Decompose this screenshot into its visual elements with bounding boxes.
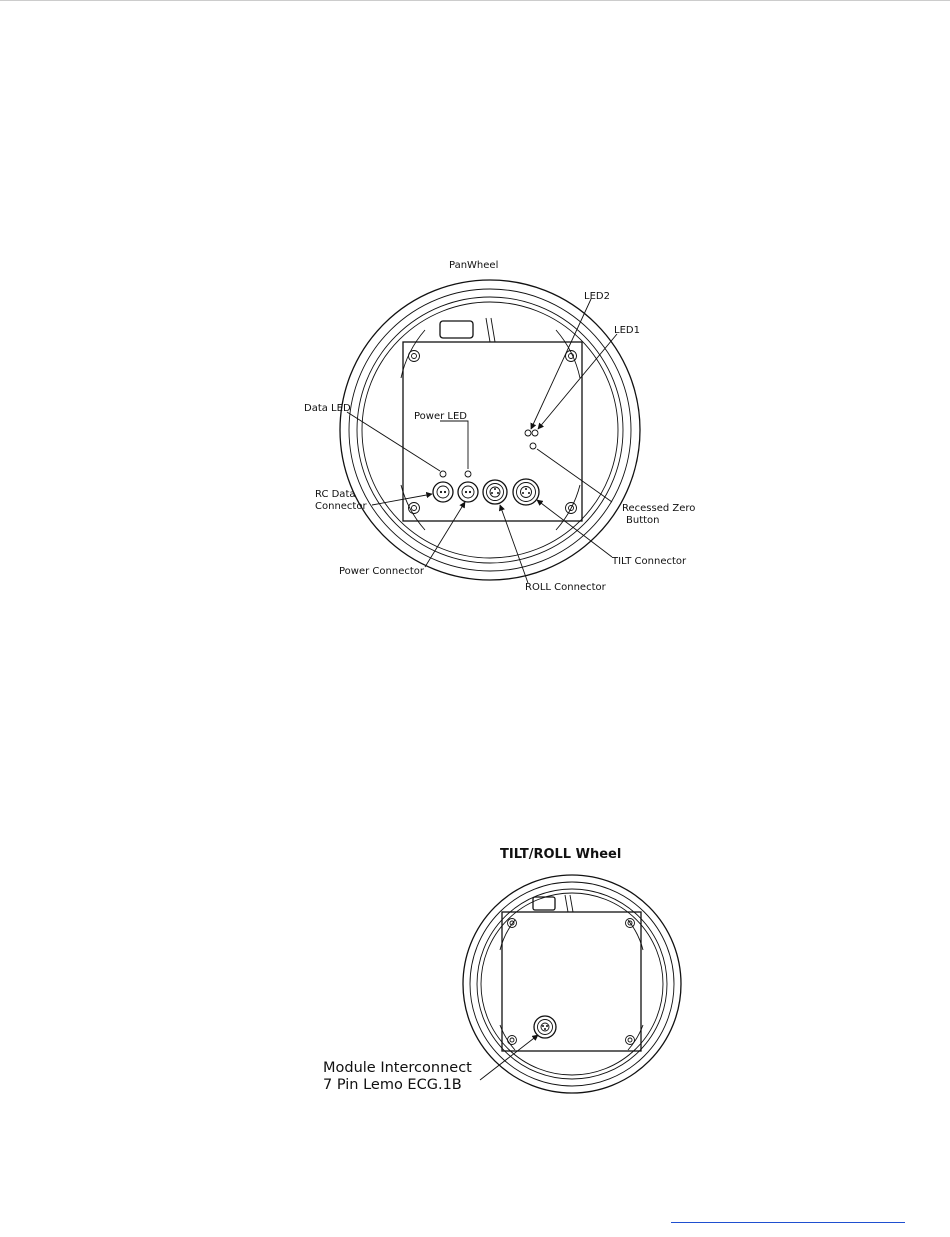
pan-wheel-ring-2 — [349, 289, 631, 571]
roll-connector-label: ROLL Connector — [525, 582, 606, 593]
power-connector-label: Power Connector — [339, 566, 424, 577]
recessed-zero-button — [530, 443, 536, 449]
tilt-connector-leader — [537, 500, 612, 557]
pan-wheel-outer-ring — [340, 280, 640, 580]
led2-label: LED2 — [584, 291, 610, 302]
rc-data-connector-leader — [372, 494, 432, 505]
tilt-roll-wheel-diagram — [323, 847, 681, 1093]
recessed-zero-label-line1: Recessed Zero — [622, 503, 696, 514]
roll-connector-leader — [500, 505, 528, 583]
module-interconnect-label-line2: 7 Pin Lemo ECG.1B — [323, 1077, 462, 1093]
tilt-roll-wheel-title: TILT/ROLL Wheel — [500, 847, 622, 862]
led1-indicator — [532, 430, 538, 436]
led2-indicator — [525, 430, 531, 436]
pan-wheel-wire-1 — [486, 318, 490, 342]
pan-wheel-ring-3 — [357, 297, 623, 563]
rc-data-connector-label-line2: Connector — [315, 501, 367, 512]
pan-wheel-title: PanWheel — [449, 260, 499, 271]
module-interconnect-connector — [534, 1016, 556, 1038]
tilt-roll-wire-1 — [565, 895, 568, 912]
tilt-connector-label: TILT Connector — [612, 556, 687, 567]
pan-wheel-wire-2 — [491, 318, 495, 342]
power-led-label: Power LED — [414, 411, 468, 422]
pan-wheel-inner-arc-bl — [401, 485, 425, 530]
power-connector-leader — [425, 502, 465, 567]
roll-connector — [483, 480, 507, 504]
data-led-label: Data LED — [304, 403, 351, 414]
tilt-roll-screws — [508, 919, 635, 1045]
tilt-roll-plate — [502, 912, 641, 1051]
power-connector — [458, 482, 478, 502]
tilt-connector — [513, 479, 539, 505]
led1-label: LED1 — [614, 325, 640, 336]
data-led-indicator — [440, 471, 446, 477]
rc-data-connector — [433, 482, 453, 502]
tilt-roll-wire-2 — [570, 895, 573, 912]
recessed-zero-leader — [537, 449, 612, 502]
power-led-leader — [440, 421, 468, 469]
rc-data-connector-label-line1: RC Data — [315, 489, 356, 500]
power-led-indicator — [465, 471, 471, 477]
led1-leader — [538, 334, 617, 429]
recessed-zero-label-line2: Button — [626, 515, 660, 526]
pan-wheel-tab — [440, 321, 473, 338]
footer-link-rule[interactable] — [671, 1222, 905, 1223]
tilt-roll-tab — [533, 897, 555, 910]
module-interconnect-label-line1: Module Interconnect — [323, 1060, 472, 1076]
pan-wheel-diagram — [304, 260, 695, 593]
